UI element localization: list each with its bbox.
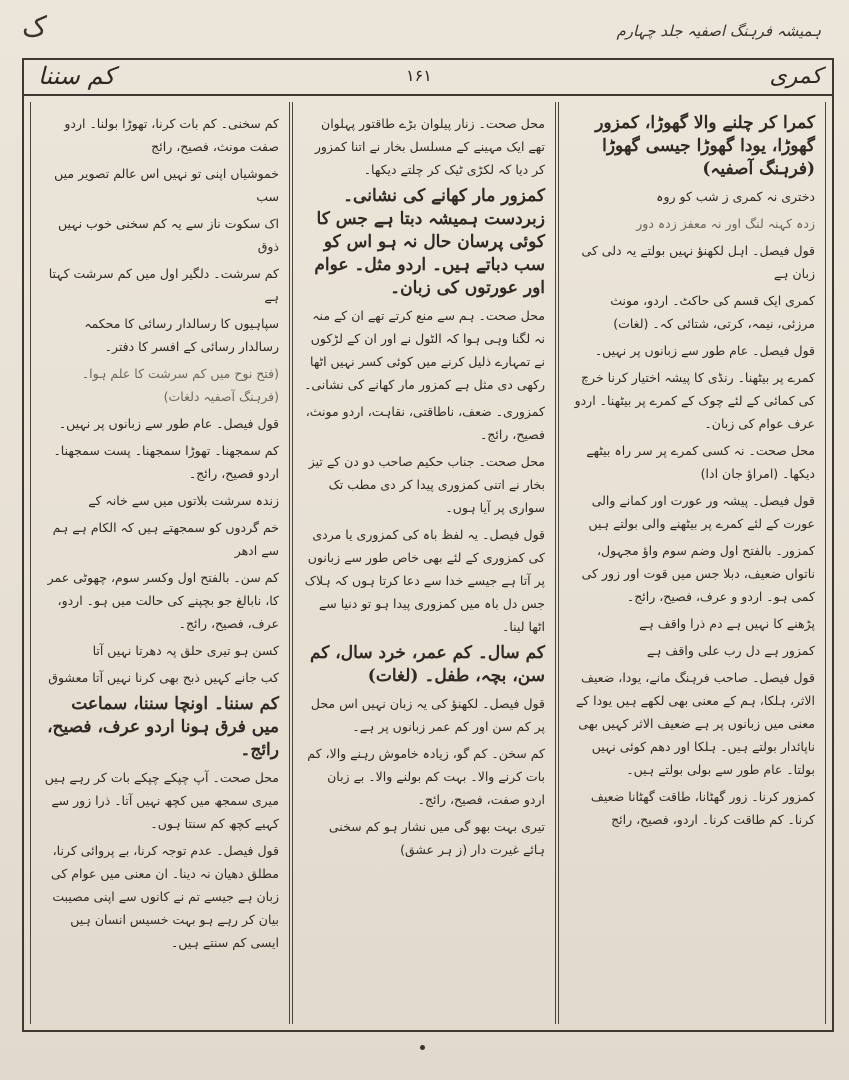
column-paragraph: محل صحت۔ جناب حکیم صاحب دو دن کے تیز بخار نے اتنی کمزوری پیدا کر دی مطب تک سواری پر آیا ہوں۔ [308, 454, 545, 515]
column-left [30, 102, 290, 1024]
corner-letter: ک [22, 10, 48, 43]
column-paragraph: قول فیصل۔ عام طور سے زبانوں پر نہیں۔ [594, 343, 815, 358]
banner-right-title: کمری [769, 64, 822, 89]
column-paragraph: محل صحت۔ آپ چپکے چپکے بات کر رہے ہیں میری سمجھ میں کچھ نہیں آتا۔ ذرا زور سے کہیے کچھ کم سنتا ہوں۔ [44, 770, 279, 831]
column-paragraph: کب جانے کہیں ذبح بھی کرنا نہیں آتا معشوق [48, 670, 279, 685]
column-paragraph: سپاہیوں کا رسالدار رسائی کا محکمہ رسالدار رسائی کے افسر کا دفتر۔ [84, 316, 279, 354]
column-paragraph: کم سخن۔ کم گو، زیادہ خاموش رہنے والا، کم بات کرنے والا۔ بہت کم بولنے والا۔ بے زبان اردو صفت، فصیح، رائج۔ [307, 746, 545, 807]
column-paragraph: کم سخنی۔ کم بات کرنا، تھوڑا بولنا۔ اردو صفت مونث، فصیح، رائج [64, 116, 279, 154]
column-paragraph: کمزور ہے دل رب علی واقف ہے [646, 643, 815, 658]
column-paragraph: قول فیصل۔ پیشہ ور عورت اور کمانے والی عورت کے لئے کمرے پر بیٹھنے والی بولتے ہیں [588, 493, 815, 531]
column-paragraph: قول فیصل۔ لکھنؤ کی یہ زبان نہیں اس محل پر کم سن اور کم عمر زبانوں پر ہے۔ [310, 696, 545, 734]
column-paragraph: کم سرشت۔ دلگیر اول میں کم سرشت کہتا ہے [48, 266, 279, 304]
column-paragraph: محل صحت۔ نہ کسی کمرے پر سر راہ بیٹھے دیکھا۔ (امراؤ جان ادا) [586, 443, 815, 481]
column-paragraph: کم سن۔ بالفتح اول وکسر سوم، چھوٹی عمر کا، نابالغ جو بچپنے کی حالت میں ہو۔ اردو، عرف، فصیح، رائج۔ [47, 570, 279, 631]
column-paragraph: پڑھنے کا نہیں ہے دم ذرا واقف ہے [639, 616, 815, 631]
column-paragraph: کمرے پر بیٹھنا۔ رنڈی کا پیشہ اختیار کرنا خرچ کی کمائی کے لئے چوک کے کمرے پر بیٹھنا۔ اردو عرف عوام کی زبان۔ [574, 370, 815, 431]
column-paragraph: محل صحت۔ ہم سے منع کرتے تھے ان کے منہ نہ لگنا وہی ہوا کہ الٹول نے اور ان کے لڑکوں نے تمہارے ذلیل کرنے میں کوئی کسر نہیں اٹھا رکھی دی مثل ہے کمزور مار کھانے کی نشانی۔ [304, 308, 545, 392]
column-paragraph: قول فیصل۔ یہ لفظ باہ کی کمزوری یا مردی کی کمزوری کے لئے بھی خاص طور سے زبانوں پر آتا ہے جیسے خدا سے دعا کرتا ہوں کہ ہلاک جس دل باہ میں کمزوری پیدا ہو تو دنیا سے اٹھا لینا۔ [304, 527, 545, 634]
column-paragraph: قول فیصل۔ صاحب فرہنگ مانے، یودا، ضعیف الاثر، ہلکا، ہم کے معنی بھی لکھے ہیں یودا کے معنی میں زبانوں پر ہے ضعیف الاثر کہیں بھی ناپائدار بولتے ہیں۔ ہلکا اور دھم کوئی نہیں بولتا۔ عام طور سے بولی بولتے ہیں۔ [575, 670, 815, 777]
column-paragraph: دختری نہ کمری ز شب کو روہ [656, 189, 815, 204]
column-paragraph: قول فیصل۔ اہل لکھنؤ نہیں بولتے یہ دلی کی زبان ہے [581, 243, 815, 281]
column-paragraph: (فتح نوح میں کم سرشت کا علم ہوا۔ (فرہنگ آصفیہ دلغات) [81, 366, 279, 404]
column-paragraph: کم سمجھنا۔ تھوڑا سمجھنا۔ پست سمجھنا۔ اردو فصیح، رائج۔ [53, 443, 279, 481]
column-paragraph: کمری ایک قسم کی حاکٹ۔ اردو، مونث مرزئی، نیمہ، کرتی، شتائی کہ۔ (لغات) [610, 293, 815, 331]
column-paragraph: کمزوری۔ ضعف، ناطاقتی، نقاہت، اردو مونث، فصیح، رائج۔ [305, 404, 545, 442]
content-frame [22, 94, 834, 1032]
column-paragraph: قول فیصل۔ عدم توجہ کرنا، بے پروائی کرنا، مطلق دھیان نہ دینا۔ ان معنی میں عوام کی زبان ہے جیسے تم نے کانوں سے اپنی مصیبت بیان کر رہے ہو بہت خسیس انسان ہیں ایسی کم سنتے ہیں۔ [50, 843, 279, 950]
column-paragraph: خموشیاں اپنی تو نہیں اس عالم تصویر میں سب [54, 166, 279, 204]
column-right [558, 102, 826, 1024]
running-header: ہمیشہ فرہنگ اصفیہ جلد چہارم [616, 22, 821, 40]
column-paragraph: کمزور۔ بالفتح اول وضم سوم واؤ مجہول، ناتواں ضعیف، دبلا جس میں قوت اور زور کی کمی ہو۔ اردو و عرف، فصیح، رائج۔ [581, 543, 815, 604]
column-paragraph: کمزور کرنا۔ زور گھٹانا، طاقت گھٹانا ضعیف کرنا۔ کم طاقت کرنا۔ اردو، فصیح، رائج [590, 789, 815, 827]
column-paragraph: زدہ کہنہ لنگ اور نہ معفز زدہ دور [636, 216, 815, 231]
banner-left-title: کم سننا [38, 62, 115, 90]
column-paragraph: محل صحت۔ زنار پیلوان بڑے طاقتور پہلوان تھے ایک مہینے کے مسلسل بخار نے اتنا کمزور کر دیا کہ لکڑی ٹیک کر چلتے دیکھا۔ [314, 116, 545, 177]
column-paragraph: کمزور مار کھانے کی نشانی۔ زبردست ہمیشہ دبتا ہے جس کا کوئی پرسان حال نہ ہو اس کو سب دباتے ہیں۔ اردو مثل۔ عوام اور عورتوں کی زبان۔ [314, 186, 545, 298]
column-paragraph: خم گردوں کو سمجھتے ہیں کہ الکام ہے ہم سے ادھر [52, 520, 279, 558]
page-number: ۱۶۱ [406, 66, 432, 85]
column-paragraph: اک سکوت ناز سے یہ کم سخنی خوب نہیں ذوق [57, 216, 279, 254]
ink-dot [420, 1045, 425, 1050]
column-paragraph: کم سال۔ کم عمر، خرد سال، کم سن، بچہ، طفل۔ (لغات) [309, 643, 545, 686]
title-banner [22, 58, 834, 96]
column-paragraph: تیری بہت بھو گی میں نشار ہو کم سخنی ہائے غیرت دار (ز ہر عشق) [328, 819, 545, 857]
column-paragraph: زندہ سرشت بلاتوں میں سے خانہ کے [88, 493, 279, 508]
column-middle [292, 102, 556, 1024]
column-paragraph: کسن ہو تیری حلق پہ دھرتا نہیں آتا [92, 643, 279, 658]
column-paragraph: کم سننا۔ اونچا سننا، سماعت میں فرق ہونا اردو عرف، فصیح، رائج۔ [47, 694, 279, 760]
column-paragraph: کمرا کر چلنے والا گھوڑا، کمزور گھوڑا، یودا گھوڑا جیسی گھوڑا (فرہنگ آصفیہ) [595, 113, 815, 179]
column-paragraph: قول فیصل۔ عام طور سے زبانوں پر نہیں۔ [58, 416, 279, 431]
